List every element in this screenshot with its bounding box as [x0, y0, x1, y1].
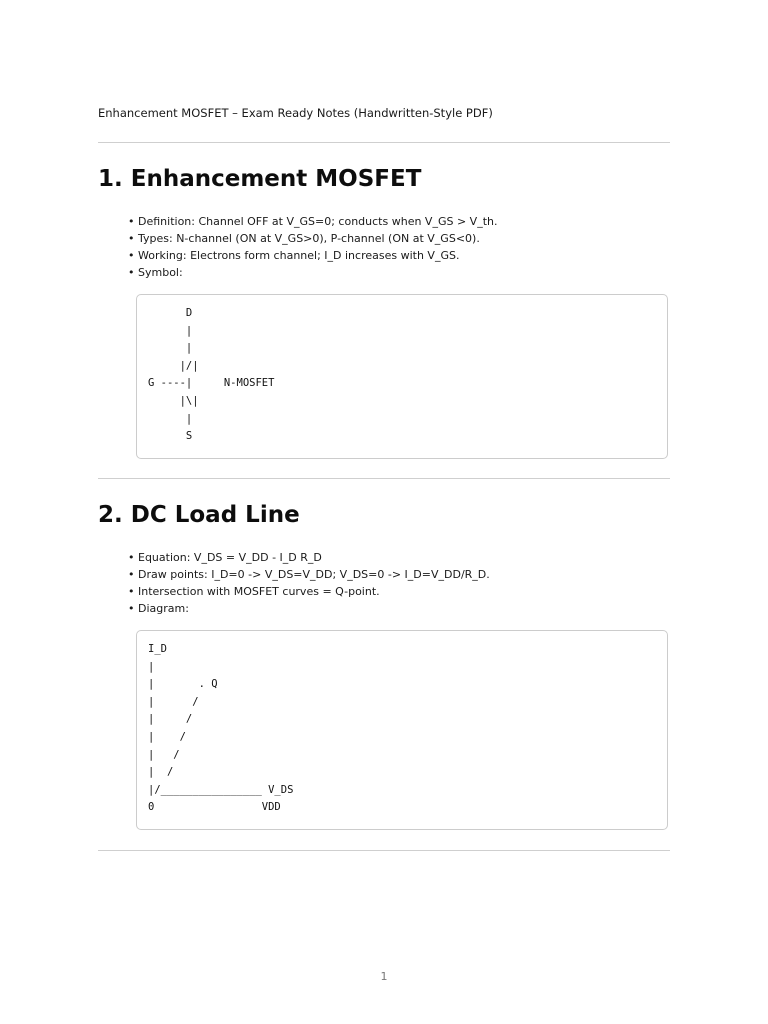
section-divider-2 [98, 850, 670, 851]
document-header: Enhancement MOSFET – Exam Ready Notes (Handwritten-Style PDF) [98, 106, 493, 120]
bullet-equation: • Equation: V_DS = V_DD - I_D R_D [128, 549, 490, 566]
bullet-symbol: • Symbol: [128, 264, 497, 281]
bullet-draw-points: • Draw points: I_D=0 -> V_DS=V_DD; V_DS=0 -> I_D=V_DD/R_D. [128, 566, 490, 583]
bullet-working: • Working: Electrons form channel; I_D increases with V_GS. [128, 247, 497, 264]
section-title-enhancement-mosfet: 1. Enhancement MOSFET [98, 166, 422, 192]
header-divider [98, 142, 670, 143]
bullet-intersection: • Intersection with MOSFET curves = Q-point. [128, 583, 490, 600]
load-line-diagram-code-block [136, 630, 668, 830]
page-number: 1 [380, 970, 388, 983]
bullet-diagram: • Diagram: [128, 600, 490, 617]
load-line-ascii: I_D | | . Q | / | / | / | / | / |/________________ V_DS 0 VDD [148, 643, 294, 814]
section-1-bullet-list [128, 213, 497, 281]
mosfet-symbol-ascii: D | | |/| G ----| N-MOSFET |\| | S [148, 307, 275, 443]
section-title-dc-load-line: 2. DC Load Line [98, 502, 300, 528]
bullet-definition: • Definition: Channel OFF at V_GS=0; conducts when V_GS > V_th. [128, 213, 497, 230]
bullet-types: • Types: N-channel (ON at V_GS>0), P-channel (ON at V_GS<0). [128, 230, 497, 247]
mosfet-symbol-code-block [136, 294, 668, 459]
section-2-bullet-list [128, 549, 490, 617]
section-divider-1 [98, 478, 670, 479]
